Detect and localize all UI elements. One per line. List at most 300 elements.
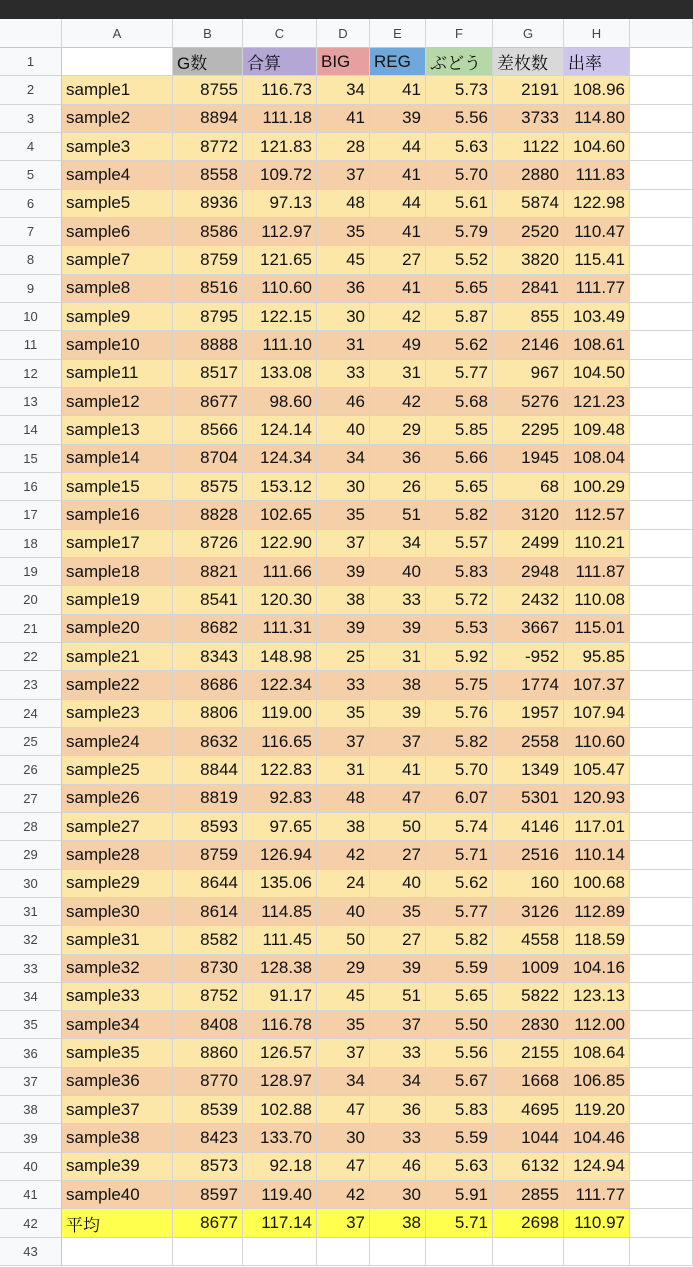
row-header[interactable]: 25 (0, 728, 62, 756)
data-cell[interactable]: 42 (317, 1181, 370, 1209)
empty-cell[interactable] (630, 331, 693, 359)
column-header-g[interactable]: G (493, 19, 564, 48)
data-cell[interactable]: 5.83 (426, 558, 493, 586)
data-cell[interactable]: 8573 (173, 1153, 243, 1181)
data-cell[interactable]: 37 (317, 530, 370, 558)
data-cell[interactable]: 2295 (493, 416, 564, 444)
data-cell[interactable]: 41 (370, 756, 426, 784)
spreadsheet-grid[interactable] (0, 19, 693, 1266)
header-cell-payout[interactable]: 出率 (564, 48, 630, 76)
data-cell[interactable]: 48 (317, 785, 370, 813)
data-cell[interactable]: 68 (493, 473, 564, 501)
data-cell[interactable]: 102.65 (243, 501, 317, 529)
data-cell[interactable]: 118.59 (564, 926, 630, 954)
average-value-cell[interactable]: 2698 (493, 1209, 564, 1237)
data-cell[interactable]: 124.14 (243, 416, 317, 444)
data-cell[interactable]: 111.18 (243, 105, 317, 133)
data-cell[interactable]: 28 (317, 133, 370, 161)
data-cell[interactable]: 116.78 (243, 1011, 317, 1039)
data-cell[interactable]: 3667 (493, 615, 564, 643)
data-cell[interactable]: 35 (317, 501, 370, 529)
sample-name-cell[interactable]: sample7 (62, 246, 173, 274)
average-label-cell[interactable]: 平均 (62, 1209, 173, 1237)
data-cell[interactable]: 8558 (173, 161, 243, 189)
empty-cell[interactable] (630, 926, 693, 954)
empty-cell[interactable] (630, 105, 693, 133)
sample-name-cell[interactable]: sample35 (62, 1039, 173, 1067)
data-cell[interactable]: 42 (370, 388, 426, 416)
data-cell[interactable]: 110.14 (564, 841, 630, 869)
data-cell[interactable]: 160 (493, 870, 564, 898)
data-cell[interactable]: 8632 (173, 728, 243, 756)
data-cell[interactable]: 2880 (493, 161, 564, 189)
row-header[interactable]: 2 (0, 76, 62, 104)
row-header[interactable]: 15 (0, 445, 62, 473)
data-cell[interactable]: 5.91 (426, 1181, 493, 1209)
column-header-d[interactable]: D (317, 19, 370, 48)
data-cell[interactable]: 5.59 (426, 955, 493, 983)
data-cell[interactable]: 123.13 (564, 983, 630, 1011)
data-cell[interactable]: 5.74 (426, 813, 493, 841)
data-cell[interactable]: 34 (370, 1068, 426, 1096)
data-cell[interactable]: 39 (370, 615, 426, 643)
column-header-blank[interactable] (630, 19, 693, 48)
data-cell[interactable]: 1945 (493, 445, 564, 473)
sample-name-cell[interactable]: sample19 (62, 586, 173, 614)
data-cell[interactable]: 97.13 (243, 190, 317, 218)
empty-cell[interactable] (630, 983, 693, 1011)
data-cell[interactable]: 8586 (173, 218, 243, 246)
data-cell[interactable]: 37 (317, 161, 370, 189)
row-header[interactable]: 13 (0, 388, 62, 416)
row-header[interactable]: 29 (0, 841, 62, 869)
data-cell[interactable]: 100.68 (564, 870, 630, 898)
row-header[interactable]: 19 (0, 558, 62, 586)
data-cell[interactable]: 5.61 (426, 190, 493, 218)
data-cell[interactable]: 111.87 (564, 558, 630, 586)
data-cell[interactable]: 35 (317, 1011, 370, 1039)
row-header[interactable]: 9 (0, 275, 62, 303)
sample-name-cell[interactable]: sample36 (62, 1068, 173, 1096)
row-header[interactable]: 27 (0, 785, 62, 813)
data-cell[interactable]: 8686 (173, 671, 243, 699)
data-cell[interactable]: 108.04 (564, 445, 630, 473)
row-header[interactable]: 40 (0, 1153, 62, 1181)
data-cell[interactable]: 47 (370, 785, 426, 813)
data-cell[interactable]: 8408 (173, 1011, 243, 1039)
data-cell[interactable]: 8759 (173, 246, 243, 274)
data-cell[interactable]: 39 (370, 105, 426, 133)
data-cell[interactable]: 37 (370, 728, 426, 756)
sample-name-cell[interactable]: sample15 (62, 473, 173, 501)
average-value-cell[interactable]: 5.71 (426, 1209, 493, 1237)
data-cell[interactable]: 98.60 (243, 388, 317, 416)
data-cell[interactable]: 97.65 (243, 813, 317, 841)
empty-cell[interactable] (630, 1096, 693, 1124)
data-cell[interactable]: 33 (317, 360, 370, 388)
sample-name-cell[interactable]: sample23 (62, 700, 173, 728)
empty-cell[interactable] (630, 785, 693, 813)
empty-cell[interactable] (630, 445, 693, 473)
data-cell[interactable]: 111.77 (564, 275, 630, 303)
data-cell[interactable]: 115.41 (564, 246, 630, 274)
data-cell[interactable]: 27 (370, 841, 426, 869)
data-cell[interactable]: 8704 (173, 445, 243, 473)
empty-cell[interactable] (630, 700, 693, 728)
row-header[interactable]: 17 (0, 501, 62, 529)
row-header[interactable]: 22 (0, 643, 62, 671)
row-header[interactable]: 14 (0, 416, 62, 444)
empty-cell[interactable] (173, 1238, 243, 1266)
data-cell[interactable]: 1774 (493, 671, 564, 699)
data-cell[interactable]: 27 (370, 246, 426, 274)
empty-cell[interactable] (630, 388, 693, 416)
data-cell[interactable]: 104.60 (564, 133, 630, 161)
row-header[interactable]: 6 (0, 190, 62, 218)
data-cell[interactable]: -952 (493, 643, 564, 671)
data-cell[interactable]: 8539 (173, 1096, 243, 1124)
empty-cell[interactable] (630, 1039, 693, 1067)
empty-cell[interactable] (630, 360, 693, 388)
average-value-cell[interactable]: 37 (317, 1209, 370, 1237)
sample-name-cell[interactable]: sample25 (62, 756, 173, 784)
row-header[interactable]: 24 (0, 700, 62, 728)
data-cell[interactable]: 40 (370, 558, 426, 586)
data-cell[interactable]: 50 (370, 813, 426, 841)
data-cell[interactable]: 46 (317, 388, 370, 416)
data-cell[interactable]: 33 (370, 1124, 426, 1152)
sample-name-cell[interactable]: sample27 (62, 813, 173, 841)
data-cell[interactable]: 27 (370, 926, 426, 954)
data-cell[interactable]: 46 (370, 1153, 426, 1181)
empty-cell[interactable] (630, 558, 693, 586)
data-cell[interactable]: 4558 (493, 926, 564, 954)
column-header-a[interactable]: A (62, 19, 173, 48)
data-cell[interactable]: 8936 (173, 190, 243, 218)
data-cell[interactable]: 8593 (173, 813, 243, 841)
row-header[interactable]: 11 (0, 331, 62, 359)
empty-cell[interactable] (630, 1209, 693, 1237)
sample-name-cell[interactable]: sample32 (62, 955, 173, 983)
data-cell[interactable]: 114.80 (564, 105, 630, 133)
data-cell[interactable]: 5.92 (426, 643, 493, 671)
data-cell[interactable]: 49 (370, 331, 426, 359)
data-cell[interactable]: 8566 (173, 416, 243, 444)
data-cell[interactable]: 8575 (173, 473, 243, 501)
empty-cell[interactable] (630, 898, 693, 926)
sample-name-cell[interactable]: sample9 (62, 303, 173, 331)
empty-cell[interactable] (630, 218, 693, 246)
data-cell[interactable]: 2520 (493, 218, 564, 246)
data-cell[interactable]: 111.45 (243, 926, 317, 954)
sample-name-cell[interactable]: sample13 (62, 416, 173, 444)
sample-name-cell[interactable]: sample2 (62, 105, 173, 133)
data-cell[interactable]: 91.17 (243, 983, 317, 1011)
data-cell[interactable]: 122.90 (243, 530, 317, 558)
sample-name-cell[interactable]: sample12 (62, 388, 173, 416)
data-cell[interactable]: 108.96 (564, 76, 630, 104)
row-header[interactable]: 16 (0, 473, 62, 501)
sample-name-cell[interactable]: sample34 (62, 1011, 173, 1039)
data-cell[interactable]: 45 (317, 983, 370, 1011)
data-cell[interactable]: 5.68 (426, 388, 493, 416)
empty-cell[interactable] (630, 1153, 693, 1181)
data-cell[interactable]: 36 (317, 275, 370, 303)
data-cell[interactable]: 5.70 (426, 756, 493, 784)
data-cell[interactable]: 121.83 (243, 133, 317, 161)
data-cell[interactable]: 112.97 (243, 218, 317, 246)
empty-cell[interactable] (564, 1238, 630, 1266)
data-cell[interactable]: 121.23 (564, 388, 630, 416)
data-cell[interactable]: 107.37 (564, 671, 630, 699)
data-cell[interactable]: 119.20 (564, 1096, 630, 1124)
data-cell[interactable]: 30 (317, 303, 370, 331)
row-header[interactable]: 41 (0, 1181, 62, 1209)
data-cell[interactable]: 128.97 (243, 1068, 317, 1096)
data-cell[interactable]: 5.77 (426, 360, 493, 388)
data-cell[interactable]: 33 (370, 586, 426, 614)
row-header[interactable]: 37 (0, 1068, 62, 1096)
empty-cell[interactable] (426, 1238, 493, 1266)
data-cell[interactable]: 5.75 (426, 671, 493, 699)
empty-cell[interactable] (630, 530, 693, 558)
data-cell[interactable]: 1668 (493, 1068, 564, 1096)
row-header[interactable]: 39 (0, 1124, 62, 1152)
header-cell-g-count[interactable]: G数 (173, 48, 243, 76)
empty-cell[interactable] (630, 756, 693, 784)
data-cell[interactable]: 8770 (173, 1068, 243, 1096)
sample-name-cell[interactable]: sample29 (62, 870, 173, 898)
data-cell[interactable]: 126.57 (243, 1039, 317, 1067)
row-header[interactable]: 21 (0, 615, 62, 643)
data-cell[interactable]: 5.82 (426, 728, 493, 756)
data-cell[interactable]: 5.77 (426, 898, 493, 926)
data-cell[interactable]: 8821 (173, 558, 243, 586)
data-cell[interactable]: 110.47 (564, 218, 630, 246)
data-cell[interactable]: 2855 (493, 1181, 564, 1209)
empty-cell[interactable] (630, 416, 693, 444)
row-header[interactable]: 12 (0, 360, 62, 388)
average-value-cell[interactable]: 8677 (173, 1209, 243, 1237)
column-header-e[interactable]: E (370, 19, 426, 48)
data-cell[interactable]: 26 (370, 473, 426, 501)
data-cell[interactable]: 31 (370, 643, 426, 671)
data-cell[interactable]: 31 (317, 331, 370, 359)
data-cell[interactable]: 92.83 (243, 785, 317, 813)
data-cell[interactable]: 120.30 (243, 586, 317, 614)
row-header[interactable]: 32 (0, 926, 62, 954)
empty-cell[interactable] (630, 473, 693, 501)
data-cell[interactable]: 35 (370, 898, 426, 926)
data-cell[interactable]: 5.65 (426, 983, 493, 1011)
data-cell[interactable]: 95.85 (564, 643, 630, 671)
data-cell[interactable]: 116.73 (243, 76, 317, 104)
empty-cell[interactable] (630, 1068, 693, 1096)
data-cell[interactable]: 40 (370, 870, 426, 898)
data-cell[interactable]: 104.46 (564, 1124, 630, 1152)
data-cell[interactable]: 39 (317, 558, 370, 586)
column-header-b[interactable]: B (173, 19, 243, 48)
data-cell[interactable]: 5874 (493, 190, 564, 218)
data-cell[interactable]: 44 (370, 133, 426, 161)
data-cell[interactable]: 38 (317, 586, 370, 614)
average-value-cell[interactable]: 117.14 (243, 1209, 317, 1237)
data-cell[interactable]: 51 (370, 983, 426, 1011)
data-cell[interactable]: 5.72 (426, 586, 493, 614)
sample-name-cell[interactable]: sample30 (62, 898, 173, 926)
data-cell[interactable]: 31 (370, 360, 426, 388)
data-cell[interactable]: 6.07 (426, 785, 493, 813)
row-header[interactable]: 42 (0, 1209, 62, 1237)
data-cell[interactable]: 2841 (493, 275, 564, 303)
data-cell[interactable]: 39 (370, 700, 426, 728)
data-cell[interactable]: 5.82 (426, 501, 493, 529)
data-cell[interactable]: 8755 (173, 76, 243, 104)
average-value-cell[interactable]: 110.97 (564, 1209, 630, 1237)
data-cell[interactable]: 119.00 (243, 700, 317, 728)
data-cell[interactable]: 29 (370, 416, 426, 444)
data-cell[interactable]: 42 (317, 841, 370, 869)
data-cell[interactable]: 117.01 (564, 813, 630, 841)
data-cell[interactable]: 128.38 (243, 955, 317, 983)
empty-cell[interactable] (630, 161, 693, 189)
empty-cell[interactable] (630, 76, 693, 104)
empty-cell[interactable] (630, 955, 693, 983)
sample-name-cell[interactable]: sample31 (62, 926, 173, 954)
empty-cell[interactable] (630, 303, 693, 331)
empty-cell[interactable] (630, 48, 693, 76)
data-cell[interactable]: 116.65 (243, 728, 317, 756)
data-cell[interactable]: 122.15 (243, 303, 317, 331)
sample-name-cell[interactable]: sample16 (62, 501, 173, 529)
data-cell[interactable]: 8730 (173, 955, 243, 983)
sample-name-cell[interactable]: sample6 (62, 218, 173, 246)
data-cell[interactable]: 5.73 (426, 76, 493, 104)
data-cell[interactable]: 51 (370, 501, 426, 529)
sample-name-cell[interactable]: sample5 (62, 190, 173, 218)
column-header-c[interactable]: C (243, 19, 317, 48)
data-cell[interactable]: 40 (317, 898, 370, 926)
data-cell[interactable]: 106.85 (564, 1068, 630, 1096)
data-cell[interactable]: 5.56 (426, 1039, 493, 1067)
data-cell[interactable]: 5.67 (426, 1068, 493, 1096)
data-cell[interactable]: 5.87 (426, 303, 493, 331)
sample-name-cell[interactable]: sample40 (62, 1181, 173, 1209)
data-cell[interactable]: 47 (317, 1153, 370, 1181)
data-cell[interactable]: 5.57 (426, 530, 493, 558)
data-cell[interactable]: 8752 (173, 983, 243, 1011)
empty-cell[interactable] (630, 246, 693, 274)
data-cell[interactable]: 8614 (173, 898, 243, 926)
sample-name-cell[interactable]: sample11 (62, 360, 173, 388)
sample-name-cell[interactable]: sample39 (62, 1153, 173, 1181)
data-cell[interactable]: 1349 (493, 756, 564, 784)
data-cell[interactable]: 148.98 (243, 643, 317, 671)
empty-cell[interactable] (630, 728, 693, 756)
data-cell[interactable]: 5.65 (426, 275, 493, 303)
empty-cell[interactable] (370, 1238, 426, 1266)
sample-name-cell[interactable]: sample33 (62, 983, 173, 1011)
data-cell[interactable]: 109.48 (564, 416, 630, 444)
data-cell[interactable]: 5.63 (426, 133, 493, 161)
data-cell[interactable]: 5276 (493, 388, 564, 416)
empty-cell[interactable] (630, 1124, 693, 1152)
sample-name-cell[interactable]: sample10 (62, 331, 173, 359)
data-cell[interactable]: 967 (493, 360, 564, 388)
data-cell[interactable]: 108.61 (564, 331, 630, 359)
data-cell[interactable]: 8860 (173, 1039, 243, 1067)
empty-cell[interactable] (630, 870, 693, 898)
data-cell[interactable]: 133.70 (243, 1124, 317, 1152)
data-cell[interactable]: 41 (370, 161, 426, 189)
row-header[interactable]: 34 (0, 983, 62, 1011)
empty-cell[interactable] (630, 813, 693, 841)
data-cell[interactable]: 110.60 (564, 728, 630, 756)
data-cell[interactable]: 133.08 (243, 360, 317, 388)
data-cell[interactable]: 40 (317, 416, 370, 444)
data-cell[interactable]: 38 (317, 813, 370, 841)
data-cell[interactable]: 5.70 (426, 161, 493, 189)
row-header[interactable]: 33 (0, 955, 62, 983)
data-cell[interactable]: 5.71 (426, 841, 493, 869)
data-cell[interactable]: 855 (493, 303, 564, 331)
data-cell[interactable]: 110.21 (564, 530, 630, 558)
empty-cell[interactable] (630, 643, 693, 671)
data-cell[interactable]: 8726 (173, 530, 243, 558)
data-cell[interactable]: 8644 (173, 870, 243, 898)
data-cell[interactable]: 92.18 (243, 1153, 317, 1181)
data-cell[interactable]: 8772 (173, 133, 243, 161)
data-cell[interactable]: 8828 (173, 501, 243, 529)
data-cell[interactable]: 110.60 (243, 275, 317, 303)
row-header[interactable]: 28 (0, 813, 62, 841)
data-cell[interactable]: 5.76 (426, 700, 493, 728)
sample-name-cell[interactable]: sample22 (62, 671, 173, 699)
row-header[interactable]: 3 (0, 105, 62, 133)
data-cell[interactable]: 39 (317, 615, 370, 643)
data-cell[interactable]: 100.29 (564, 473, 630, 501)
empty-cell[interactable] (630, 275, 693, 303)
sample-name-cell[interactable]: sample14 (62, 445, 173, 473)
data-cell[interactable]: 8806 (173, 700, 243, 728)
data-cell[interactable]: 35 (317, 700, 370, 728)
data-cell[interactable]: 41 (317, 105, 370, 133)
data-cell[interactable]: 45 (317, 246, 370, 274)
data-cell[interactable]: 34 (317, 76, 370, 104)
sample-name-cell[interactable]: sample26 (62, 785, 173, 813)
data-cell[interactable]: 41 (370, 275, 426, 303)
empty-cell[interactable] (630, 190, 693, 218)
data-cell[interactable]: 8759 (173, 841, 243, 869)
sample-name-cell[interactable]: sample3 (62, 133, 173, 161)
data-cell[interactable]: 4695 (493, 1096, 564, 1124)
data-cell[interactable]: 5301 (493, 785, 564, 813)
data-cell[interactable]: 122.34 (243, 671, 317, 699)
data-cell[interactable]: 111.83 (564, 161, 630, 189)
data-cell[interactable]: 2558 (493, 728, 564, 756)
data-cell[interactable]: 5.59 (426, 1124, 493, 1152)
average-value-cell[interactable]: 38 (370, 1209, 426, 1237)
data-cell[interactable]: 8517 (173, 360, 243, 388)
data-cell[interactable]: 8888 (173, 331, 243, 359)
data-cell[interactable]: 8844 (173, 756, 243, 784)
data-cell[interactable]: 5.63 (426, 1153, 493, 1181)
data-cell[interactable]: 120.93 (564, 785, 630, 813)
data-cell[interactable]: 110.08 (564, 586, 630, 614)
data-cell[interactable]: 126.94 (243, 841, 317, 869)
data-cell[interactable]: 8516 (173, 275, 243, 303)
data-cell[interactable]: 37 (317, 728, 370, 756)
